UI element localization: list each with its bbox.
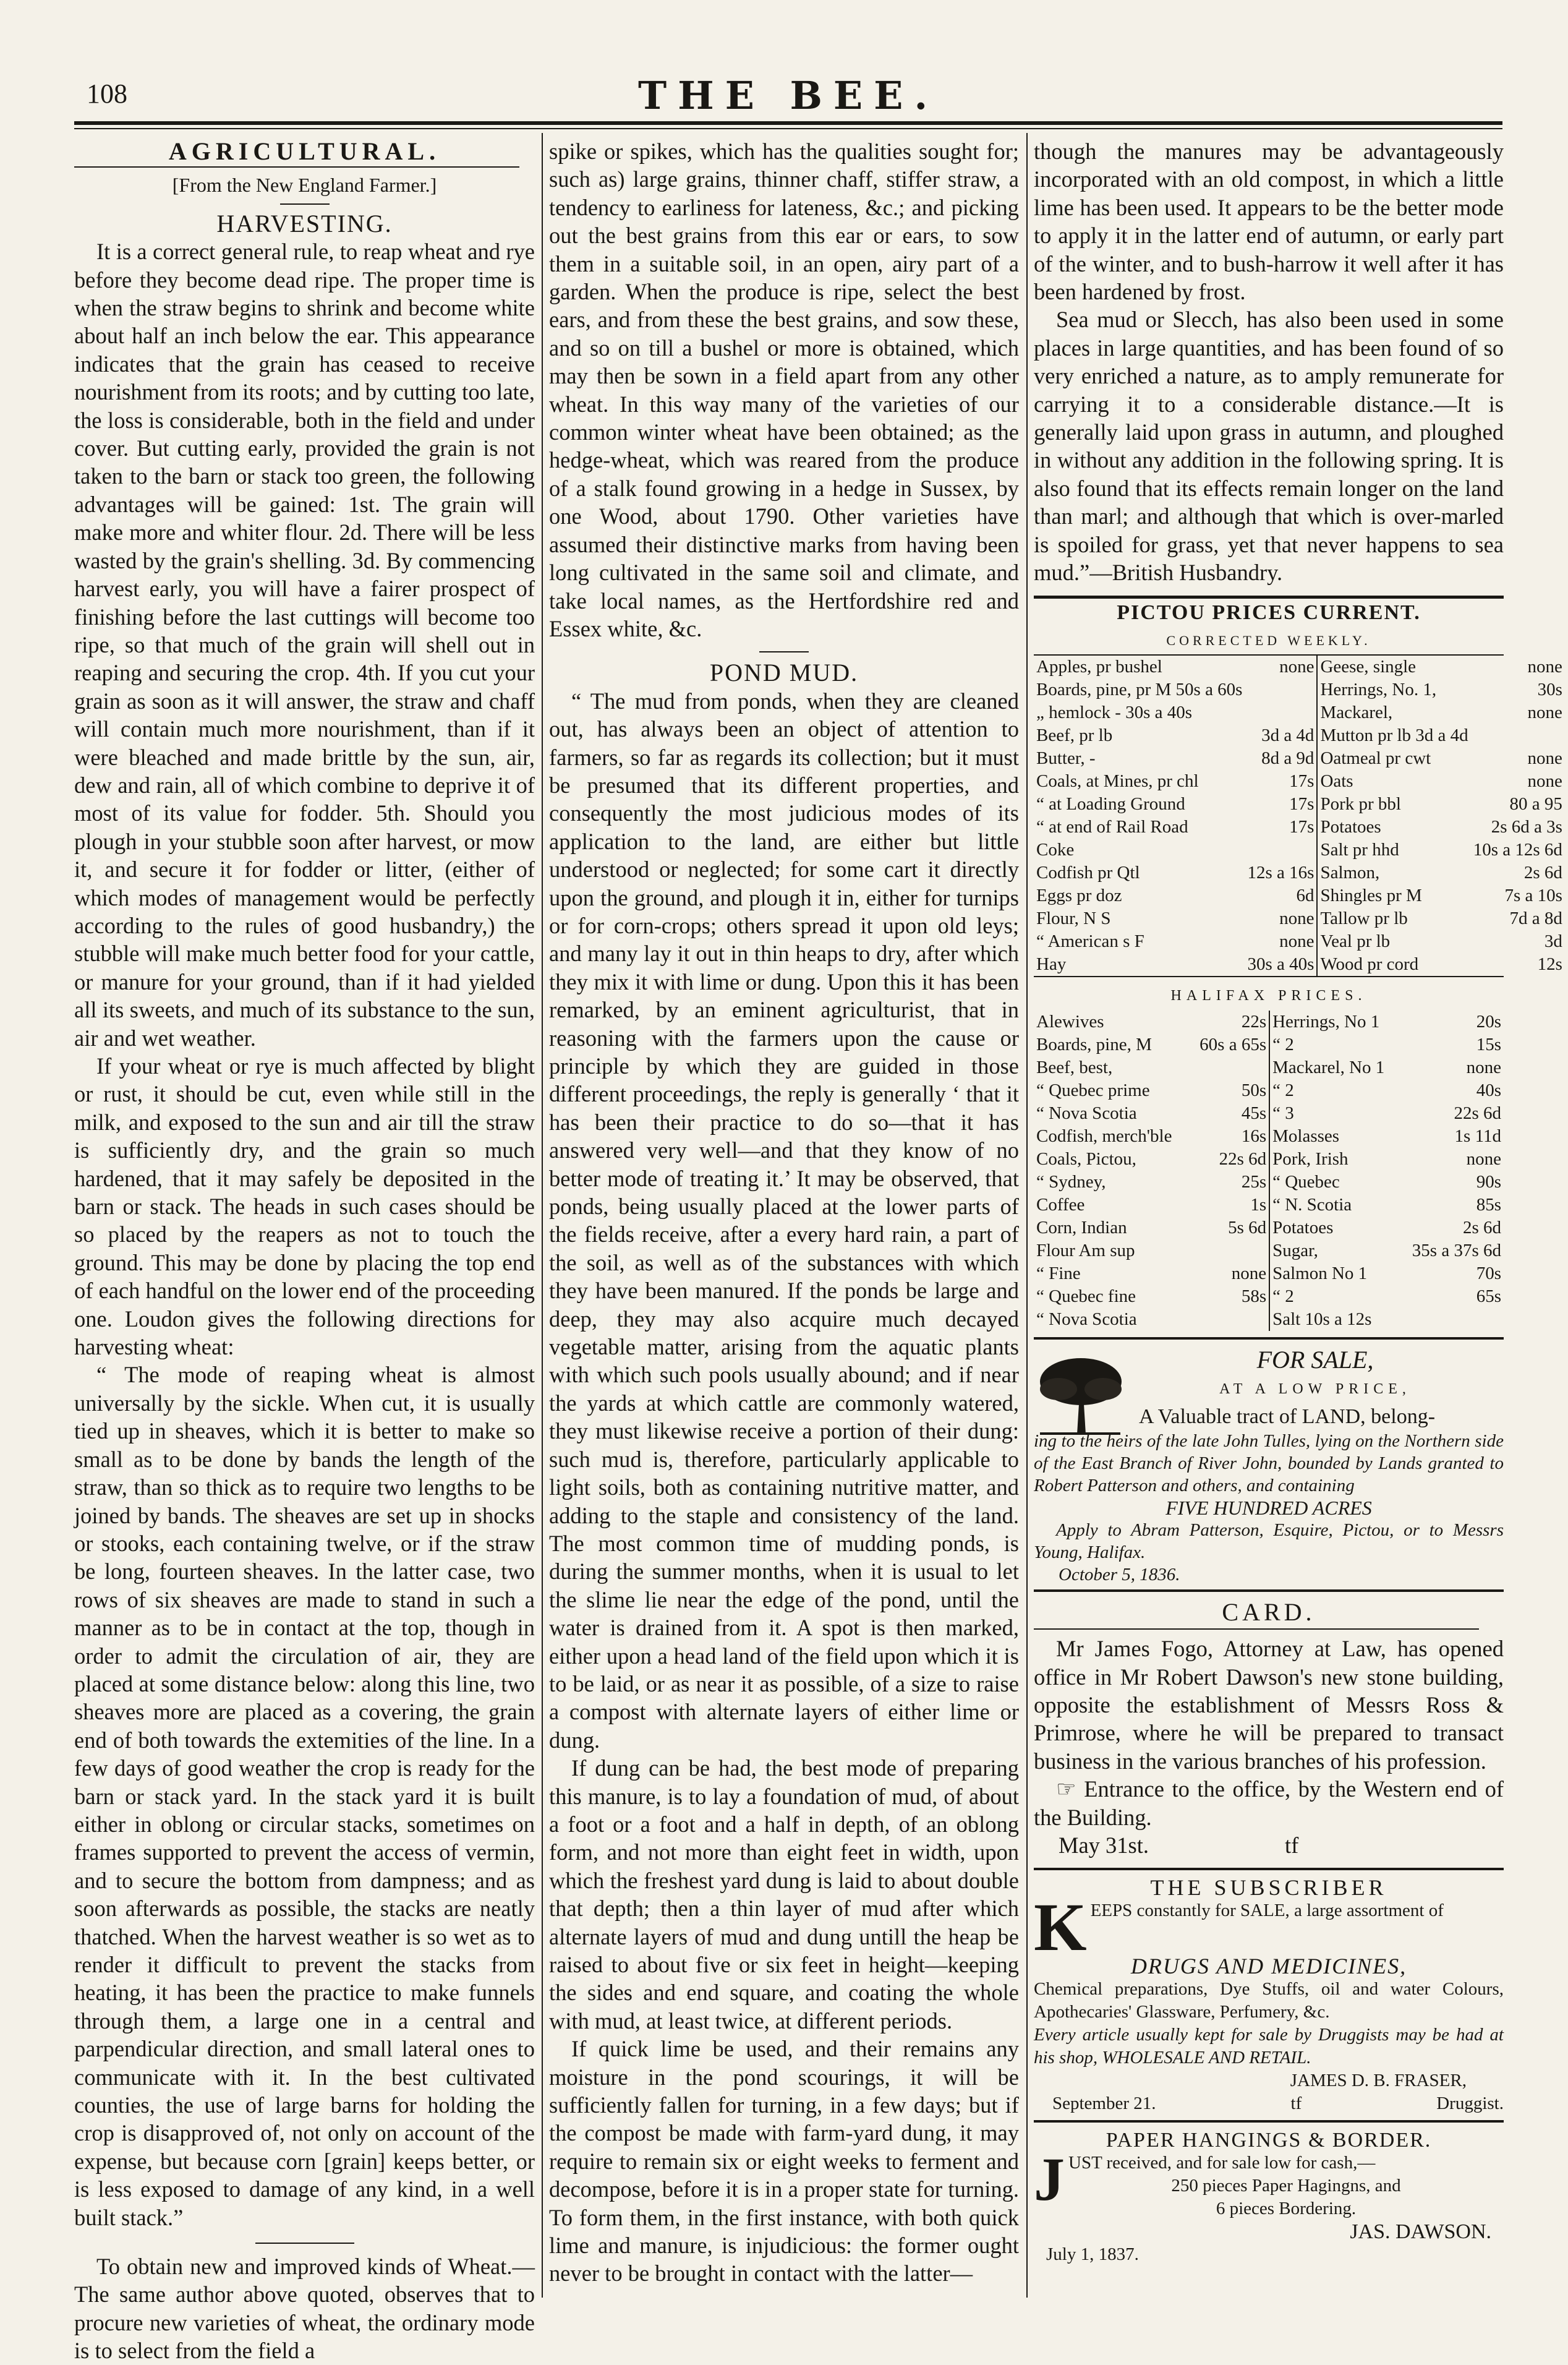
price-row bbox=[1034, 953, 1565, 976]
ad-lead: UST received, and for sale low for cash,— bbox=[1068, 2153, 1376, 2173]
price-item: Eggs pr doz bbox=[1036, 886, 1122, 906]
paragraph: To obtain new and improved kinds of Wheat.—The same author above quoted, observes that to procure new varieties of wheat, the ordinary mode is to select from the field a bbox=[74, 2254, 535, 2364]
ad-signature: JAS. DAWSON. bbox=[1350, 2220, 1491, 2244]
price-item: Alewives bbox=[1036, 1011, 1104, 1032]
price-item: Herrings, No 1 bbox=[1269, 1011, 1399, 1033]
price-item: Butter, - bbox=[1036, 748, 1096, 769]
price-row bbox=[1034, 1011, 1504, 1033]
price-row bbox=[1034, 1194, 1504, 1217]
price-row bbox=[1034, 1148, 1504, 1171]
price-item: “ American s F bbox=[1036, 931, 1144, 952]
price-item: Salt pr hhd bbox=[1317, 839, 1470, 862]
price-item: Potatoes bbox=[1269, 1217, 1399, 1239]
ad-title: CARD. bbox=[1222, 1597, 1316, 1626]
price-value: 85s bbox=[1476, 1194, 1501, 1215]
price-value: none bbox=[1527, 771, 1562, 792]
price-row bbox=[1034, 1285, 1504, 1308]
price-item: Potatoes bbox=[1317, 816, 1470, 839]
halifax-price-table bbox=[1034, 1011, 1504, 1331]
price-value: 30s bbox=[1537, 680, 1562, 700]
price-item: “ Fine bbox=[1036, 1263, 1081, 1283]
price-item: “ Quebec fine bbox=[1036, 1286, 1136, 1306]
price-value: 65s bbox=[1476, 1286, 1501, 1306]
price-item: Salmon, bbox=[1317, 862, 1470, 884]
ad-signature: JAMES D. B. FRASER, bbox=[1290, 2071, 1467, 2091]
price-row bbox=[1034, 1125, 1504, 1148]
price-item: “ Sydney, bbox=[1036, 1171, 1106, 1192]
price-value: 2s 6d bbox=[1462, 1217, 1501, 1238]
price-item: “ 2 bbox=[1269, 1079, 1399, 1102]
price-row bbox=[1034, 907, 1565, 930]
ad-rule bbox=[1034, 1337, 1504, 1340]
column-divider bbox=[1026, 133, 1028, 2298]
divider bbox=[1034, 1628, 1479, 1630]
price-row bbox=[1034, 1102, 1504, 1125]
price-row bbox=[1034, 770, 1565, 793]
price-row bbox=[1034, 1171, 1504, 1194]
ad-body bbox=[1034, 1430, 1504, 1586]
price-value: 2s 6d a 3s bbox=[1491, 817, 1562, 837]
price-item: “ Quebec bbox=[1269, 1171, 1399, 1194]
price-item: Wood pr cord bbox=[1317, 953, 1470, 976]
paragraph: If quick lime be used, and their remains any moisture in the pond scourings, it will be sufficiently fallen for turning, in a few days; but if the compost be made with farm-yard dung, it may require to remain six or eight weeks to ferment and decompose, before it is in a proper state for turning. To form them, in the first instance, with both quick lime and manure, is injudicious: the former ought never to be brought in contact with the latter— bbox=[549, 2036, 1019, 2286]
price-item: Herrings, No. 1, bbox=[1317, 678, 1470, 701]
ad-role: Druggist. bbox=[1436, 2093, 1504, 2114]
paragraph: though the manures may be advantageously incorporated with an old compost, in which a little lime has been used. It appears to be the better mode to apply it in the latter end of autumn, or early part of the winter, and to bush-harrow it well after it has been hardened by frost. bbox=[1034, 139, 1504, 305]
ad-date-line bbox=[1034, 1831, 1504, 1859]
price-value: 80 a 95 bbox=[1509, 794, 1562, 815]
price-item: Corn, Indian bbox=[1036, 1217, 1127, 1238]
price-item: Coffee bbox=[1036, 1194, 1085, 1215]
price-value: 10s a 12s 6d bbox=[1473, 840, 1562, 860]
price-value bbox=[1400, 1308, 1504, 1331]
price-value: 45s bbox=[1241, 1103, 1267, 1123]
paper-hangings-ad bbox=[1034, 2129, 1504, 2266]
ad-text: ing to the heirs of the late John Tulles, lying on the Northern side of the East Branch of River John, bounded by Lands granted to Robert Patterson and others, and containing bbox=[1034, 1431, 1504, 1495]
price-value: 2s 6d bbox=[1523, 863, 1562, 883]
price-item: “ 2 bbox=[1269, 1033, 1399, 1056]
paper-title: THE BEE. bbox=[637, 73, 939, 118]
prices-title: PICTOU PRICES CURRENT. bbox=[1117, 601, 1421, 624]
price-row bbox=[1034, 816, 1565, 839]
prices-title: HALIFAX PRICES. bbox=[1170, 988, 1367, 1004]
price-row bbox=[1034, 793, 1565, 816]
paragraph: Sea mud or Slecch, has also been used in some places in large quantities, and has been found of so very enriched a nature, as to amply remunerate for carrying it to a considerable distance.—It is generally laid upon grass in autumn, and ploughed in without any addition in the following spring. It is also found that its effects remain longer on the land than marl; and although that which is over-marled is spoiled for grass, yet that never happens to sea mud.”—British Husbandry. bbox=[1034, 307, 1504, 586]
divider bbox=[759, 651, 809, 652]
price-value: 8d a 9d bbox=[1261, 748, 1314, 769]
price-value: 5s 6d bbox=[1228, 1217, 1267, 1238]
price-item: Salmon No 1 bbox=[1269, 1262, 1399, 1285]
column-3 bbox=[1034, 137, 1562, 2266]
price-item: Apples, pr bushel bbox=[1036, 657, 1162, 677]
ad-lead: EEPS constantly for SALE, a large assortment of bbox=[1090, 1901, 1444, 1921]
ad-date: July 1, 1837. bbox=[1046, 2244, 1139, 2265]
price-value: 1s 11d bbox=[1454, 1126, 1501, 1146]
price-row bbox=[1034, 1262, 1504, 1285]
card-ad bbox=[1034, 1598, 1504, 1860]
price-item: Tallow pr lb bbox=[1317, 907, 1470, 930]
price-row bbox=[1034, 884, 1565, 907]
drugs-ad bbox=[1034, 1876, 1504, 2115]
paragraph: It is a correct general rule, to reap wheat and rye before they become dead ripe. The proper time is when the straw begins to shrink and become white about half an inch below the ear. This appearance indicates that the grain has ceased to receive nourishment from its roots; and by cutting too late, the loss is considerable, both in the field and under cover. But cutting early, provided the grain is not taken to the barn or stack too green, the following advantages will be gained: 1st. The grain will make more and whiter flour. 2d. There will be less wasted by the grain's shelling. 3d. By commencing harvest early, you will have a fairer prospect of finishing before the last cuttings will become too ripe, so that much of the grain will shell out in reaping and securing the crop. 4th. If you cut your grain as soon as it will answer, the straw and chaff will contain much more nourishment, than if it were bleached and made brittle by the sun, air, dew and rain, all of which combine to deprive it of most of its value for fodder. 5th. Should you plough in your stubble soon after harvest, or mow it, and secure it for fodder or litter, (either of which modes of management would be perfectly according to the rules of good husbandry,) the stubble will make much better food for your cattle, or manure for your ground, than if it had yielded all its sweets, and much of its substance to the sun, air and wet weather. bbox=[74, 239, 535, 1051]
ad-heading: DRUGS AND MEDICINES, bbox=[1130, 1954, 1407, 1979]
price-value: 50s bbox=[1241, 1080, 1267, 1100]
price-value: 16s bbox=[1241, 1126, 1267, 1146]
price-item: Flour Am sup bbox=[1036, 1240, 1135, 1260]
pictou-prices bbox=[1034, 596, 1562, 978]
price-item: Sugar, bbox=[1269, 1239, 1399, 1262]
drop-cap: J bbox=[1034, 2145, 1065, 2214]
price-row bbox=[1034, 862, 1565, 884]
ad-rule bbox=[1034, 1589, 1504, 1592]
price-value: 12s a 16s bbox=[1247, 863, 1314, 883]
ad-title: FOR SALE, bbox=[1256, 1345, 1374, 1374]
price-item: Mackarel, No 1 bbox=[1269, 1056, 1399, 1079]
ad-text: 250 pieces Paper Hagingns, and bbox=[1171, 2176, 1401, 2196]
paragraph: If dung can be had, the best mode of preparing this manure, is to lay a foundation of mud, of about a foot or a foot and a half in depth, of an oblong form, and not more than eight feet in width, upon which the freshest yard dung is laid to about double that depth; then a thin layer of mud after which alternate layers of mud and dung untill the heap be raised to about five or six feet in height—keeping the sides and end square, and coating the whole with mud, at least twice, at different periods. bbox=[549, 1755, 1019, 2034]
price-row bbox=[1034, 1217, 1504, 1239]
price-row bbox=[1034, 1079, 1504, 1102]
price-item: Salt 10s a 12s bbox=[1269, 1308, 1399, 1331]
price-item: Codfish, merch'ble bbox=[1036, 1126, 1172, 1146]
price-value bbox=[1245, 839, 1317, 862]
ad-date: May 31st. bbox=[1059, 1832, 1149, 1858]
price-value: none bbox=[1231, 1263, 1267, 1283]
price-value: 17s bbox=[1289, 817, 1314, 837]
price-row bbox=[1034, 930, 1565, 953]
price-row bbox=[1034, 656, 1565, 678]
price-value: none bbox=[1527, 703, 1562, 723]
ad-text: Mr James Fogo, Attorney at Law, has opened office in Mr Robert Dawson's new stone building, opposite the establishment of Messrs Ross & Primrose, where he will be prepared to transact business in the various branches of his profession. bbox=[1034, 1636, 1504, 1774]
price-value: 12s bbox=[1537, 954, 1562, 975]
dept-rule bbox=[74, 166, 519, 168]
ad-text: ☞ Entrance to the office, by the Western end of the Building. bbox=[1034, 1776, 1504, 1830]
ad-subtitle: AT A LOW PRICE, bbox=[1219, 1380, 1411, 1397]
paragraph: “ The mud from ponds, when they are cleaned out, has always been an object of attention to farmers, so far as regards its collection; but it must be presumed that its different properties, and consequently the most judicious modes of its application to the land, are either but little understood or neglected; for some cart it directly upon the ground, and plough it in, either for turnips or for corn-crops; others spread it upon old leys; and many lay it out in thin heaps to dry, after which they mix it with lime or dung. Upon this it has been remarked, by an eminent agriculturist, that in reasoning with the farmers upon the cause or principle by which they are guided in those different proceedings, the reply is generally ‘ that it has been their practice to do so—that it has answered very well—and that they know of no better mode of treating it.’ It may be observed, that ponds, being usually placed at the lower parts of the fields receive, after a every hard rain, a part of the soil, as well as of the substances with which they have been manured. If the ponds be large and deep, they may also acquire much decayed vegetable matter, arising from the aquatic plants with which such pools usually abound; and if near the yards at which cattle are commonly watered, they must likewise receive a portion of their dung: such mud is, therefore, particularly applicable to light soils, both as containing nutritive matter, and adding to the staple and consistency of the land. The most common time of mudding ponds, is during the summer months, when it is usual to let the slime lie near the edge of the pond, until the water is drained from it. A spot is then marked, either upon a head land of the field upon which it is to be laid, or as near it as possible, of a size to raise a compost with alternate layers of either lime or dung. bbox=[549, 688, 1019, 1753]
price-item: „ hemlock - 30s a 40s bbox=[1036, 703, 1193, 723]
price-value: 20s bbox=[1476, 1011, 1501, 1032]
ad-lead: A Valuable tract of LAND, belong- bbox=[1139, 1405, 1436, 1428]
price-value bbox=[1471, 724, 1565, 747]
price-item: Codfish pr Qtl bbox=[1036, 863, 1140, 883]
price-item: Molasses bbox=[1269, 1125, 1399, 1148]
price-row bbox=[1034, 1056, 1504, 1079]
price-value: 6d bbox=[1296, 886, 1314, 906]
price-item: “ at end of Rail Road bbox=[1036, 817, 1188, 837]
drop-cap: K bbox=[1034, 1889, 1087, 1965]
tree-icon bbox=[1034, 1351, 1127, 1437]
price-item: Coals, Pictou, bbox=[1036, 1148, 1136, 1169]
price-value: 7d a 8d bbox=[1509, 909, 1562, 929]
price-row bbox=[1034, 1033, 1504, 1056]
price-item: Veal pr lb bbox=[1317, 930, 1470, 953]
price-item: Oatmeal pr cwt bbox=[1317, 747, 1470, 770]
article-heading: HARVESTING. bbox=[216, 209, 393, 237]
column-1 bbox=[74, 137, 535, 2365]
ad-apply: Apply to Abram Patterson, Esquire, Pictou, or to Messrs Young, Halifax. bbox=[1034, 1520, 1504, 1562]
price-item: “ 3 bbox=[1269, 1102, 1399, 1125]
price-value: 58s bbox=[1241, 1286, 1267, 1306]
ad-text: Every article usually kept for sale by Druggists may be had at his shop, WHOLESALE AND RETAIL. bbox=[1034, 2025, 1504, 2068]
divider bbox=[280, 203, 330, 205]
price-row bbox=[1034, 724, 1565, 747]
ad-date: October 5, 1836. bbox=[1059, 1564, 1180, 1585]
divider bbox=[255, 2243, 354, 2244]
price-item: Beef, pr lb bbox=[1036, 725, 1113, 746]
price-item: Mutton pr lb 3d a 4d bbox=[1317, 724, 1470, 747]
price-value: none bbox=[1527, 748, 1562, 769]
masthead bbox=[68, 73, 1509, 116]
price-value: none bbox=[1279, 931, 1314, 952]
price-item: Coals, at Mines, pr chl bbox=[1036, 771, 1199, 792]
price-value: 35s a 37s 6d bbox=[1412, 1240, 1501, 1260]
price-row bbox=[1034, 747, 1565, 770]
ad-text: Chemical preparations, Dye Stuffs, oil and water Colours, Apothecaries' Glassware, Perfumery, &c. bbox=[1034, 1979, 1504, 2022]
price-item: Boards, pine, pr M 50s a 60s bbox=[1036, 680, 1243, 700]
price-value: 25s bbox=[1241, 1171, 1267, 1192]
paragraph: “ The mode of reaping wheat is almost universally by the sickle. When cut, it is usually tied up in sheaves, which it is better to make so small as to be done by bands the length of the straw, than so thick as to require two lengths to be joined by bands. The sheaves are set up in shocks or stooks, each containing twelve, or if the straw be long, fourteen sheaves. In the latter case, two rows of six sheaves are made to stand in such a manner as to be in contact at the top, though in order to admit the circulation of air, they are placed at some distance below: along this line, two sheaves more are placed as a covering, the grain end of both towards the extemities of the line. In a few days of good weather the crop is ready for the barn or stack yard. In the stack yard it is built either in oblong or circular stacks, sometimes on frames supported to prevent the access of vermin, and to secure the bottom from dampness; and as soon afterwards as possible, the stacks are neatly thatched. When the harvest weather is so wet as to render it difficult to prevent the stacks from heating, it has been the practice to make funnels through them, a large one in a central and parpendicular direction, and small lateral ones to communicate with it. In the best cultivated counties, the use of large barns for holding the crop is disapproved of, not only on account of the expense, but because corn [grain] keeps better, or is less exposed to damage of any kind, in a well built stack.” bbox=[74, 1362, 535, 2230]
price-value: none bbox=[1466, 1148, 1501, 1169]
price-item: “ at Loading Ground bbox=[1036, 794, 1185, 815]
price-item: Pork pr bbl bbox=[1317, 793, 1470, 816]
price-value: 70s bbox=[1476, 1263, 1501, 1283]
paragraph: If your wheat or rye is much affected by blight or rust, it should be cut, even while still in the milk, and exposed to the sun and air till the straw is sufficiently dry, and the grain so much hardened, that it may safely be deposited in the barn or stack. The heads in such cases should be so placed by the reapers as not to touch the ground. This may be done by placing the top end of each handful on the lower end of the proceeding one. Loudon gives the following directions for harvesting wheat: bbox=[74, 1053, 535, 1360]
ad-footer bbox=[1034, 2092, 1504, 2115]
paragraph: spike or spikes, which has the qualities sought for; such as) large grains, thinner chaff, stiffer straw, a tendency to earliness for lateness, &c.; and picking out the best grains from this ear or ears, to sow them in a suitable soil, in an open, airy part of a garden. When the produce is ripe, select the best ears, and from these the best grains, and sow these, and so on till a bushel or more is obtained, which may then be sown in a field apart from any other wheat. In this way many of the varieties of our common winter wheat have been obtained; as the hedge-wheat, which was reared from the produce of a stalk found growing in a hedge in Sussex, by one Wood, about 1790. Other varieties have assumed their distinctive marks from having been long cultivated in the same soil and climate, and take local names, as the Hertfordshire red and Essex white, &c. bbox=[549, 139, 1019, 641]
price-value: 22s bbox=[1241, 1011, 1267, 1032]
price-item: “ N. Scotia bbox=[1269, 1194, 1399, 1217]
price-value bbox=[1190, 1056, 1269, 1079]
price-row bbox=[1034, 701, 1565, 724]
article-heading: POND MUD. bbox=[709, 659, 859, 687]
price-value: 17s bbox=[1289, 794, 1314, 815]
price-value bbox=[1190, 1308, 1269, 1331]
price-value: 40s bbox=[1476, 1080, 1501, 1100]
price-value: 3d a 4d bbox=[1261, 725, 1314, 746]
price-item: Oats bbox=[1317, 770, 1470, 793]
department-heading: AGRICULTURAL. bbox=[168, 137, 441, 165]
ad-text: 6 pieces Bordering. bbox=[1216, 2199, 1357, 2219]
price-value: 3d bbox=[1544, 931, 1562, 952]
price-item: Boards, pine, M bbox=[1036, 1034, 1152, 1054]
ad-rule bbox=[1034, 1868, 1504, 1870]
price-item: Mackarel, bbox=[1317, 701, 1470, 724]
price-item: “ 2 bbox=[1269, 1285, 1399, 1308]
price-row bbox=[1034, 678, 1565, 701]
price-value: 7s a 10s bbox=[1504, 886, 1562, 906]
halifax-prices bbox=[1034, 982, 1504, 1330]
price-item: Hay bbox=[1036, 954, 1067, 975]
price-item: Flour, N S bbox=[1036, 909, 1111, 929]
price-value: none bbox=[1279, 909, 1314, 929]
price-value: 15s bbox=[1476, 1034, 1501, 1054]
for-sale-ad bbox=[1034, 1345, 1504, 1585]
price-item: “ Nova Scotia bbox=[1036, 1309, 1137, 1329]
price-value: 17s bbox=[1289, 771, 1314, 792]
ad-title: THE SUBSCRIBER bbox=[1150, 1875, 1387, 1901]
ad-tf: tf bbox=[1285, 1832, 1299, 1858]
price-row bbox=[1034, 1239, 1504, 1262]
price-value: 22s 6d bbox=[1454, 1103, 1501, 1123]
price-item: Beef, best, bbox=[1036, 1057, 1113, 1077]
price-value: none bbox=[1527, 657, 1562, 677]
masthead-rule-thin bbox=[74, 128, 1502, 129]
price-value: none bbox=[1279, 657, 1314, 677]
price-item: “ Nova Scotia bbox=[1036, 1103, 1137, 1123]
ad-acres: FIVE HUNDRED ACRES bbox=[1165, 1496, 1372, 1519]
price-value: 30s a 40s bbox=[1247, 954, 1314, 975]
price-value: 90s bbox=[1476, 1171, 1501, 1192]
price-value: 22s 6d bbox=[1219, 1148, 1267, 1169]
ad-date: September 21. bbox=[1052, 2093, 1156, 2114]
masthead-rule bbox=[74, 121, 1502, 125]
price-value: 60s a 65s bbox=[1199, 1034, 1267, 1054]
price-value bbox=[1190, 1239, 1269, 1262]
price-value bbox=[1245, 678, 1317, 701]
price-row bbox=[1034, 1308, 1504, 1331]
price-value: 1s bbox=[1250, 1194, 1267, 1215]
column-2 bbox=[549, 137, 1019, 2288]
page-number: 108 bbox=[87, 79, 127, 109]
column-divider bbox=[542, 133, 543, 2298]
price-item: Geese, single bbox=[1317, 656, 1470, 678]
ad-rule bbox=[1034, 2120, 1504, 2123]
ad-tf: tf bbox=[1290, 2093, 1302, 2114]
prices-subtitle: CORRECTED WEEKLY. bbox=[1034, 627, 1504, 656]
price-row bbox=[1034, 839, 1565, 862]
article-source: [From the New England Farmer.] bbox=[172, 174, 437, 197]
price-item: “ Quebec prime bbox=[1036, 1080, 1150, 1100]
price-value: none bbox=[1466, 1057, 1501, 1077]
price-item: Shingles pr M bbox=[1317, 884, 1470, 907]
price-item: Pork, Irish bbox=[1269, 1148, 1399, 1171]
price-value bbox=[1245, 701, 1317, 724]
pictou-price-table bbox=[1034, 656, 1565, 976]
ad-title: PAPER HANGINGS & BORDER. bbox=[1106, 2129, 1432, 2152]
price-item: Coke bbox=[1036, 840, 1075, 860]
